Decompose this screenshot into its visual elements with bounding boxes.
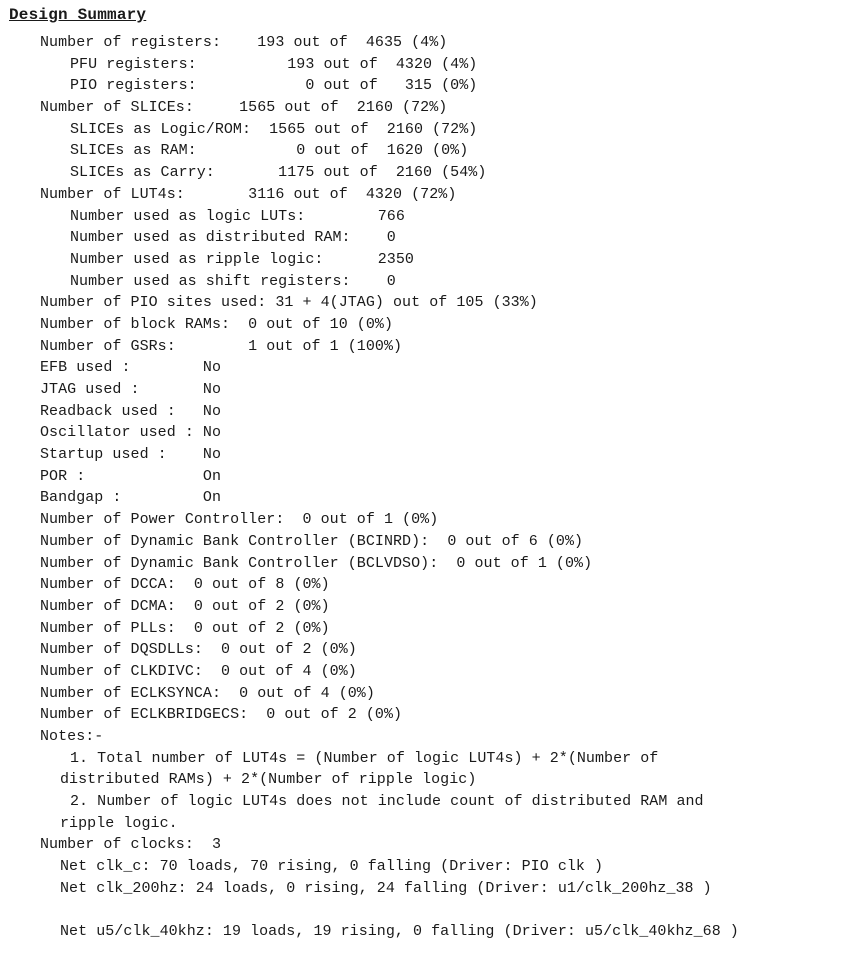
report-line: SLICEs as RAM: 0 out of 1620 (0%)	[70, 142, 469, 160]
report-lines	[0, 32, 739, 943]
report-line: Oscillator used : No	[40, 424, 222, 442]
report-line: Number used as ripple logic: 2350	[70, 250, 414, 268]
report-line: Number of DCCA: 0 out of 8 (0%)	[40, 576, 330, 594]
report-line: Number used as logic LUTs: 766	[70, 207, 405, 225]
report-line: Number of PLLs: 0 out of 2 (0%)	[40, 619, 330, 637]
clock-net-line: Net clk_c: 70 loads, 70 rising, 0 falling (Driver: PIO clk )	[60, 858, 604, 876]
report-line: Readback used : No	[40, 402, 222, 420]
report-line: Number of Dynamic Bank Controller (BCINRD): 0 out of 6 (0%)	[40, 532, 584, 550]
clock-net-line: Net u5/clk_40khz: 19 loads, 19 rising, 0 falling (Driver: u5/clk_40khz_68 )	[60, 923, 739, 941]
report-line: PFU registers: 193 out of 4320 (4%)	[70, 55, 478, 73]
report-line: Number of ECLKSYNCA: 0 out of 4 (0%)	[40, 684, 375, 702]
report-line: SLICEs as Logic/ROM: 1565 out of 2160 (72%)	[70, 120, 478, 138]
note-line: 1. Total number of LUT4s = (Number of logic LUT4s) + 2*(Number of	[70, 749, 659, 767]
report-line: Number of LUT4s: 3116 out of 4320 (72%)	[40, 185, 457, 203]
report-line: Number of ECLKBRIDGECS: 0 out of 2 (0%)	[40, 706, 403, 724]
report-line: JTAG used : No	[40, 381, 222, 398]
report-title: Design Summary	[9, 6, 147, 24]
note-line: distributed RAMs) + 2*(Number of ripple logic)	[60, 771, 477, 789]
report-line: Startup used : No	[40, 446, 222, 464]
report-line: Number of Dynamic Bank Controller (BCLVDSO): 0 out of 1 (0%)	[40, 554, 593, 572]
report-line: Number of PIO sites used: 31 + 4(JTAG) out of 105 (33%)	[40, 294, 538, 312]
report-line: Number used as shift registers: 0	[70, 272, 396, 290]
note-line: 2. Number of logic LUT4s does not include count of distributed RAM and	[70, 793, 704, 811]
report-line: Bandgap : On	[40, 489, 222, 507]
report-line: SLICEs as Carry: 1175 out of 2160 (54%)	[70, 164, 487, 182]
report-line: Number of clocks: 3	[40, 836, 222, 854]
blank-line	[0, 900, 739, 922]
clock-net-line: Net clk_200hz: 24 loads, 0 rising, 24 falling (Driver: u1/clk_200hz_38 )	[60, 879, 712, 897]
report-line: EFB used : No	[40, 359, 222, 377]
report-line: Number used as distributed RAM: 0	[70, 229, 396, 247]
report-line: Number of DQSDLLs: 0 out of 2 (0%)	[40, 641, 357, 659]
report-line: Number of CLKDIVC: 0 out of 4 (0%)	[40, 662, 357, 680]
report-line: Number of DCMA: 0 out of 2 (0%)	[40, 597, 330, 615]
report-line: Number of block RAMs: 0 out of 10 (0%)	[40, 315, 394, 333]
report-line: Number of Power Controller: 0 out of 1 (0%)	[40, 511, 439, 529]
report-line: Number of SLICEs: 1565 out of 2160 (72%)	[40, 99, 448, 117]
notes-heading: Notes:-	[40, 728, 104, 745]
report-line: Number of GSRs: 1 out of 1 (100%)	[40, 337, 403, 355]
report-line: Number of registers: 193 out of 4635 (4%)	[40, 34, 448, 51]
note-line: ripple logic.	[60, 814, 178, 832]
report-line: PIO registers: 0 out of 315 (0%)	[70, 77, 478, 95]
report-line: POR : On	[40, 467, 222, 485]
